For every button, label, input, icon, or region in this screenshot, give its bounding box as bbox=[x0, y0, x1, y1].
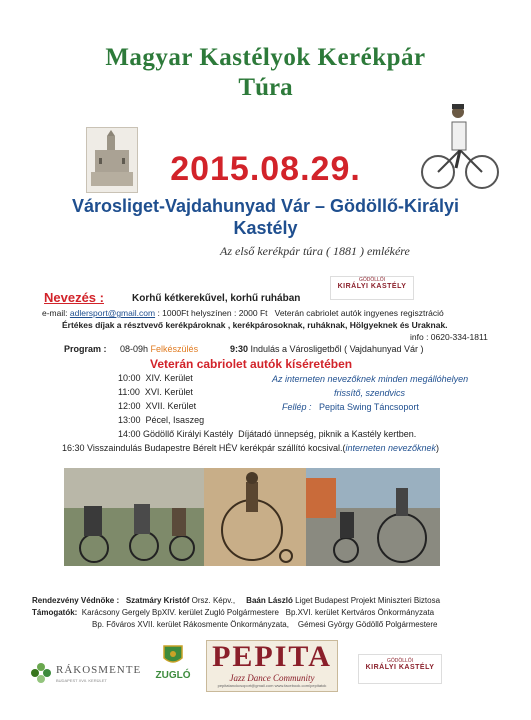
supporter2: Bp.XVI. kerület Kertváros Önkormányzata bbox=[285, 608, 435, 617]
final-stop-line bbox=[118, 429, 416, 439]
finale-text: Díjátadó ünnepség, piknik a Kastély kertben. bbox=[238, 429, 417, 439]
photo-street-riders bbox=[306, 468, 440, 566]
prep-time: 08-09h bbox=[120, 344, 149, 354]
stop-place: XVII. Kerület bbox=[145, 401, 197, 411]
return-note: interneten nevezőknek bbox=[345, 443, 437, 453]
pepita-text: PEPITA bbox=[212, 640, 332, 673]
event-title-line1: Magyar Kastélyok Kerékpár bbox=[105, 44, 426, 71]
stop-item bbox=[118, 415, 318, 429]
email-label: e-mail: bbox=[42, 308, 68, 318]
stop-item bbox=[118, 387, 318, 401]
supporter1: Karácsony Gergely BpXIV. kerület Zugló Polgármestere bbox=[81, 608, 279, 617]
kastely-logo-bottom-text: KIRÁLYI KASTÉLY bbox=[365, 664, 435, 671]
refreshment-line2: frissítő, szendvics bbox=[334, 388, 406, 398]
start-time: 9:30 bbox=[230, 344, 249, 354]
email-line bbox=[42, 308, 444, 318]
patron2-name: Baán László bbox=[246, 596, 293, 605]
zuglo-text: ZUGLÓ bbox=[155, 670, 191, 681]
supporters-line1 bbox=[32, 608, 434, 617]
program-label: Program : bbox=[64, 344, 107, 354]
prizes-text: Értékes díjak a résztvevő kerékpároknak , kerékpárosoknak, ruháknak, Hölgyeknek és Uraknak. bbox=[62, 320, 448, 330]
supporter3: Bp. Főváros XVII. kerület Rákosmente Önkormányzata, bbox=[92, 620, 289, 629]
prep-label: Felkészülés bbox=[150, 344, 199, 354]
rakosmente-flower-icon bbox=[30, 662, 52, 684]
supporter4: Gémesi György Gödöllő Polgármestere bbox=[297, 620, 438, 629]
performer-label: Fellép : bbox=[282, 402, 312, 412]
patron1-title: Orsz. Képv., bbox=[191, 596, 236, 605]
kastely-logo-small-text: GÖDÖLLŐI bbox=[358, 277, 386, 283]
return-line bbox=[62, 443, 439, 453]
rakosmente-subtext: BUDAPEST XVII. KERÜLET bbox=[56, 678, 107, 683]
registration-label: Nevezés : bbox=[44, 290, 104, 305]
performer-name: Pepita Swing Táncsoport bbox=[319, 402, 419, 412]
patrons-line bbox=[32, 596, 440, 605]
stop-place: Pécel, Isaszeg bbox=[145, 415, 205, 425]
start-text: Indulás a Városligetből ( Vajdahunyad Vár ) bbox=[250, 344, 424, 354]
patron1-name: Szatmáry Kristóf bbox=[125, 596, 190, 605]
photo-group-riders bbox=[64, 468, 204, 566]
patron2-title: Liget Budapest Projekt Miniszteri Biztosa bbox=[295, 596, 441, 605]
event-title-line2: Túra bbox=[238, 74, 293, 101]
return-text: 16:30 Visszaindulás Budapestre Bérelt HÉV kerékpár szállító kocsival.( bbox=[62, 443, 346, 453]
stop-place: XVI. Kerület bbox=[144, 387, 193, 397]
start-line bbox=[230, 344, 423, 354]
rakosmente-logo bbox=[30, 660, 140, 690]
zuglo-crest-icon bbox=[162, 644, 184, 668]
stop-time: 14:00 bbox=[118, 429, 141, 439]
stop-time: 11:00 bbox=[118, 387, 140, 397]
info-phone: info : 0620-334-1811 bbox=[410, 332, 488, 342]
fee-text: : 1000Ft helyszínen : 2000 Ft bbox=[157, 308, 268, 318]
free-registration-note: Veterán cabriolet autók ingyenes regisztráció bbox=[274, 308, 444, 318]
return-end: ) bbox=[436, 443, 440, 453]
pepita-subtext: Jazz Dance Community bbox=[229, 673, 315, 683]
kastely-logo-top bbox=[330, 276, 414, 300]
stop-time: 10:00 bbox=[118, 373, 141, 383]
email-link[interactable]: adlersport@gmail.com bbox=[69, 308, 156, 318]
prep-line bbox=[120, 344, 198, 354]
stop-time: 13:00 bbox=[118, 415, 141, 425]
zuglo-logo bbox=[145, 642, 201, 684]
performer-line bbox=[282, 402, 419, 412]
kastely-logo-bottom-small: GÖDÖLLŐI bbox=[386, 658, 414, 664]
rakosmente-text: RÁKOSMENTE bbox=[56, 664, 142, 676]
pepita-logo bbox=[206, 640, 338, 692]
dress-code-text: Korhű kétkerekűvel, korhű ruhában bbox=[132, 293, 301, 304]
route-line2: Kastély bbox=[233, 218, 298, 238]
kastely-logo-text: KIRÁLYI KASTÉLY bbox=[337, 283, 407, 290]
escort-heading: Veterán cabriolet autók kíséretében bbox=[150, 357, 353, 371]
route-line1: Városliget-Vajdahunyad Vár – Gödöllő-Királyi bbox=[71, 196, 460, 216]
memorial-note: Az első kerékpár túra ( 1881 ) emlékére bbox=[220, 244, 410, 258]
pepita-contact: pepitatanckcsoport@gmail.com www.facebook.com/pepitatok bbox=[217, 683, 327, 688]
stop-time: 12:00 bbox=[118, 401, 141, 411]
patrons-label: Rendezvény Védnöke : bbox=[32, 596, 120, 605]
stop-place: XIV. Kerület bbox=[145, 373, 193, 383]
event-date: 2015.08.29. bbox=[170, 150, 361, 188]
supporters-label: Támogatók: bbox=[32, 608, 78, 617]
refreshment-line1: Az interneten nevezőknek minden megállóhelyen bbox=[272, 374, 469, 384]
stop-place: Gödöllő Királyi Kastély bbox=[143, 429, 234, 439]
photo-penny-farthing-sepia bbox=[204, 468, 306, 566]
kastely-logo-bottom bbox=[358, 654, 442, 684]
supporters-line2 bbox=[92, 620, 438, 629]
